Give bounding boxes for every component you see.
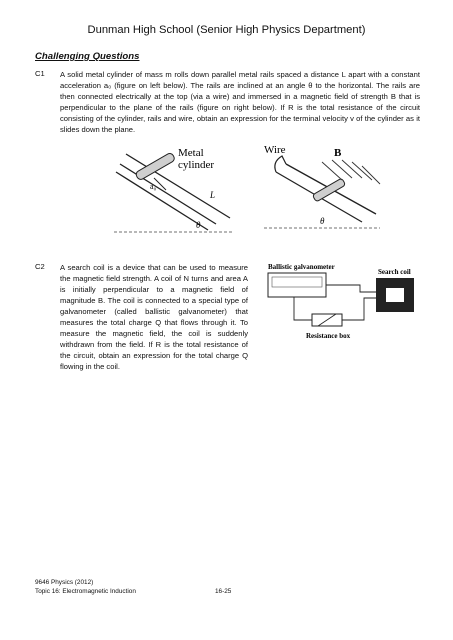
- galvanometer-label: Ballistic galvanometer: [268, 263, 335, 271]
- resistance-box-label: Resistance box: [306, 332, 351, 340]
- acceleration-label: a₀: [150, 182, 157, 191]
- search-coil-figure: [264, 260, 424, 348]
- cylinder-label-line1: Metal: [178, 147, 204, 159]
- magnetic-field-lines: [322, 160, 380, 184]
- field-label: B: [334, 147, 342, 159]
- wire: [275, 156, 286, 172]
- cylinder-label-line2: cylinder: [178, 159, 215, 171]
- footer-topic: Topic 16: Electromagnetic Induction: [35, 588, 136, 595]
- rolling-cylinder-figure: [112, 142, 244, 234]
- angle-label: θ: [196, 220, 201, 230]
- search-coil-label: Search coil: [378, 268, 411, 276]
- section-heading: Challenging Questions: [35, 51, 140, 62]
- question-number: C1: [35, 69, 45, 78]
- angle-label: θ: [320, 216, 325, 226]
- page-header: Dunman High School (Senior High Physics Department): [87, 24, 366, 36]
- magnetic-field-figure: [262, 142, 384, 234]
- page-number: 16-25: [215, 588, 232, 595]
- spacing-label: L: [210, 190, 216, 200]
- question-number: C2: [35, 262, 45, 271]
- wire-label: Wire: [264, 144, 286, 156]
- question-text: A search coil is a device that can be used to measure the magnetic field strength. A coil of N turns and area A is initially perpendicular to a magnetic field of magnitude B. The coil is connected to a special type of galvanometer (called ballistic galvanometer) that measures the total charge Q that flows through it. To measure the magnetic field, the coil is suddenly withdrawn from the field. If R is the total resistance of the circuit, obtain an expression for the total charge Q flowing in the coil.: [60, 263, 248, 371]
- question-text: A solid metal cylinder of mass m rolls down parallel metal rails spaced a distance L apart with a constant acceleration a₀ (figure on left below). The rails are inclined at an angle θ to the horizontal. The rails are then connected electrically at the top (via a wire) and immersed in a magnetic field of strength B that is perpendicular to the plane of the rails (figure on right below). If R is the total resistance of the circuit consisting of the cylinder, rails and wire, obtain an expression for the terminal velocity v of the cylinder as it slides down the plane.: [60, 70, 420, 134]
- metal-cylinder: [135, 152, 176, 181]
- galvanometer: [268, 273, 326, 297]
- footer-course: 9646 Physics (2012): [35, 579, 94, 586]
